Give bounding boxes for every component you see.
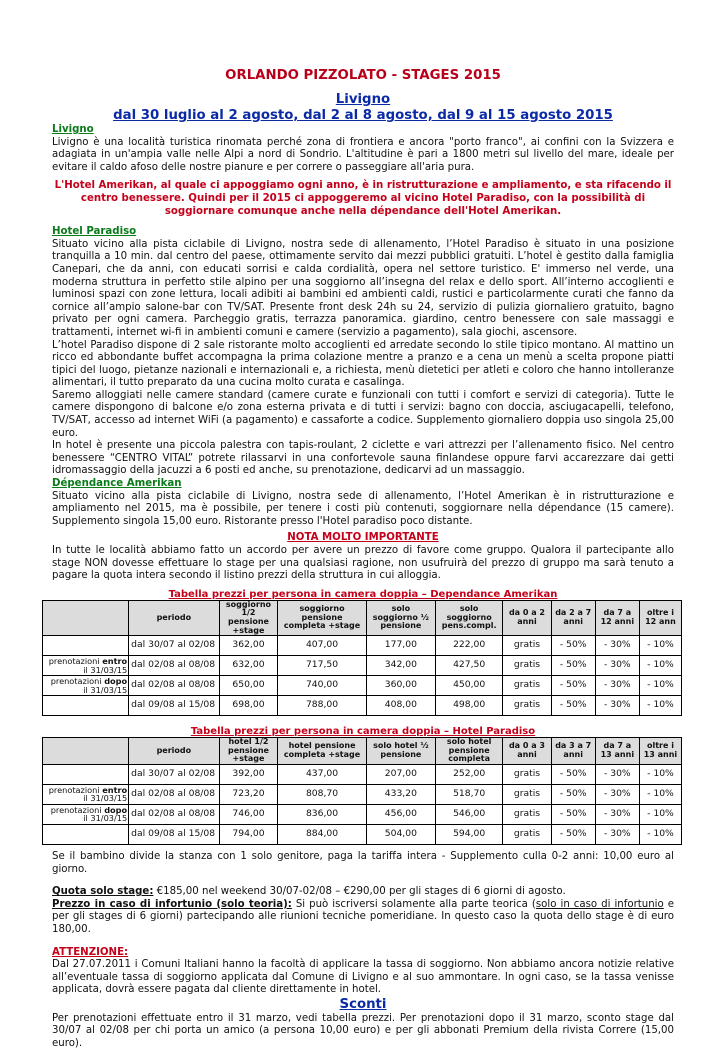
price-cell: - 10% <box>639 656 681 676</box>
price-cell: - 30% <box>595 676 639 696</box>
header-cell: da 7 a 12 anni <box>595 600 639 635</box>
quota-text: €185,00 nel weekend 30/07-02/08 – €290,00 per gli stages di 6 giorni di agosto. <box>153 886 566 898</box>
price-cell: - 30% <box>595 636 639 656</box>
price-cell: 836,00 <box>278 804 366 824</box>
price-cell: gratis <box>503 656 551 676</box>
price-cell: 360,00 <box>366 676 435 696</box>
table-row <box>43 696 682 716</box>
header-cell: soggiorno pensione completa +stage <box>278 600 366 635</box>
price-cell: - 50% <box>551 636 595 656</box>
price-cell: 594,00 <box>436 824 503 844</box>
price-cell: 740,00 <box>278 676 366 696</box>
price-cell: 794,00 <box>219 824 278 844</box>
price-cell: gratis <box>503 804 551 824</box>
price-cell: gratis <box>503 636 551 656</box>
price-cell: gratis <box>503 764 551 784</box>
table-row <box>43 764 682 784</box>
booking-label-bold: entro <box>102 784 128 795</box>
price-cell: 808,70 <box>278 784 366 804</box>
price-cell: - 10% <box>639 764 681 784</box>
header-cell: da 7 a 13 anni <box>595 738 639 765</box>
sconti-text: Per prenotazioni effettuate entro il 31 marzo, vedi tabella prezzi. Per prenotazioni dopo il 31 marzo, sconto stage dal 30/07 al 02/08 per chi porta un amico (a persona 10,00 euro) e per gli abbonati Premium della rivista Correre (15,00 euro). <box>52 1012 674 1050</box>
booking-label-cell <box>43 636 129 656</box>
header-cell <box>43 738 129 765</box>
booking-label-pre: prenotazioni <box>50 804 105 815</box>
price-cell: gratis <box>503 676 551 696</box>
booking-label-post: il 31/03/15 <box>83 684 128 695</box>
livigno-text: Livigno è una località turistica rinomata perché zona di frontiera e ancora "porto franco", ai confini con la Svizzera e adagiata in un'ampia valle nelle Alpi a nord di Sondrio. L'altitudine è pari a 1800 metri sul livello del mare, ideale per evitare il caldo afoso delle nostre pianure e per correre o passeggiare all'aria pura. <box>52 136 674 173</box>
header-cell: da 2 a 7 anni <box>551 600 595 635</box>
price-cell: - 30% <box>595 784 639 804</box>
nota-text: In tutte le località abbiamo fatto un accordo per avere un prezzo di favore come gruppo. Qualora il partecipante allo stage NON dovesse effettuare lo stage per una qualsiasi ragione, non usufruirà del prezzo di gruppo ma sarà tenuto a pagare la quota intera secondo il listino prezzi della struttura in cui alloggia. <box>52 545 674 582</box>
price-cell: gratis <box>503 696 551 716</box>
price-cell: - 50% <box>551 784 595 804</box>
livigno-heading: Livigno <box>52 124 94 135</box>
header-cell: hotel pensione completa +stage <box>278 738 366 765</box>
price-cell: 450,00 <box>436 676 503 696</box>
price-cell: 504,00 <box>366 824 435 844</box>
header-cell: solo soggiorno ½ pensione <box>366 600 435 635</box>
quota-label: Quota solo stage: <box>52 886 154 898</box>
document-subtitle: Livigno <box>335 92 391 107</box>
table-header-row <box>43 738 682 765</box>
header-cell: da 0 a 2 anni <box>503 600 551 635</box>
header-cell: periodo <box>129 738 219 765</box>
price-cell: 723,20 <box>219 784 278 804</box>
price-table-dependance <box>42 600 682 716</box>
paradiso-heading: Hotel Paradiso <box>52 226 137 238</box>
price-cell: - 50% <box>551 804 595 824</box>
price-cell: - 50% <box>551 656 595 676</box>
period-cell: dal 02/08 al 08/08 <box>129 656 219 676</box>
infortunio-label: Prezzo in caso di infortunio (solo teoria): <box>52 898 292 910</box>
booking-label-bold: entro <box>102 656 128 667</box>
price-cell: - 50% <box>551 764 595 784</box>
period-cell: dal 02/08 al 08/08 <box>129 804 219 824</box>
booking-label-cell <box>43 676 129 696</box>
attenzione-text: Dal 27.07.2011 i Comuni Italiani hanno la facoltà di applicare la tassa di soggiorno. Non abbiamo ancora notizie relative all’eventuale tassa di soggiorno applicata dal Comune di Livigno e al suo ammontare. In ogni caso, se la tassa venisse applicata, dovrà essere pagata dal cliente direttamente in hotel. <box>52 959 674 996</box>
attenzione-heading: ATTENZIONE: <box>52 946 129 958</box>
paradiso-p3: Saremo alloggiati nelle camere standard (camere curate e funzionali con tutti i comfort e servizi di categoria). Tutte le camere dispongono di balcone e/o zona esterna privata e di tutti i servizi: bagno con doccia, asciugacapelli, telefono, TV/SAT, accesso ad internet WiFi (a pagamento) e cassaforte a codice. Supplemento giornaliero doppia uso singola 25,00 euro. <box>52 389 674 439</box>
header-cell <box>43 600 129 635</box>
price-cell: 632,00 <box>219 656 278 676</box>
booking-label-cell <box>43 656 129 676</box>
table-row <box>43 824 682 844</box>
paradiso-p1: Situato vicino alla pista ciclabile di Livigno, nostra sede di allenamento, l’Hotel Paradiso è situato in una posizione tranquilla a 10 min. dal centro del paese, ottimamente servito dai mezzi pubblici gratuiti. L’hotel è gestito dalla famiglia Canepari, che da anni, con educati sorrisi e calda cordialità, opera nel settore turistico. E' immerso nel verde, una moderna struttura in perfetto stile alpino per una soggiorno all’insegna del relax e dello sport. All’interno accoglienti e luminosi spazi con zone lettura, locali adibiti ai bambini ed ambienti caldi, rustici e particolarmente curati che fanno da cornice all’ampio salone-bar con TV/SAT. Presente front desk 24h su 24, servizio di pulizia giornaliero gratuito, bagno privato per ogni camera. Parcheggio gratis, terrazza panoramica. giardino, centro benessere con sale massaggi e trattamenti, internet wi-fi in ambienti comuni e camere (servizio a pagamento), sala giochi, ascensore. <box>52 238 674 338</box>
price-cell: - 50% <box>551 824 595 844</box>
price-cell: 362,00 <box>219 636 278 656</box>
price-cell: 252,00 <box>436 764 503 784</box>
period-cell: dal 30/07 al 02/08 <box>129 636 219 656</box>
price-cell: 222,00 <box>436 636 503 656</box>
bambino-note: Se il bambino divide la stanza con 1 solo genitore, paga la tariffa intera - Supplemento culla 0-2 anni: 10,00 euro al giorno. <box>52 850 674 875</box>
price-cell: - 50% <box>551 676 595 696</box>
price-cell: gratis <box>503 784 551 804</box>
price-cell: 746,00 <box>219 804 278 824</box>
price-cell: 342,00 <box>366 656 435 676</box>
price-cell: - 30% <box>595 824 639 844</box>
price-cell: 407,00 <box>278 636 366 656</box>
period-cell: dal 30/07 al 02/08 <box>129 764 219 784</box>
period-cell: dal 09/08 al 15/08 <box>129 824 219 844</box>
paradiso-p2: L’hotel Paradiso dispone di 2 sale ristorante molto accoglienti ed arredate secondo lo stile tipico montano. Al mattino un ricco ed abbondante buffet accompagna la prima colazione mentre a pranzo e a cena un menù a scelta propone piatti tipici del luogo, pietanze nazionali e internazionali e, a richiesta, menù dietetici per atleti e coloro che hanno intolleranze alimentari, il tutto preparato da una cucina molto curata e casalinga. <box>52 339 674 389</box>
paradiso-p4: In hotel è presente una piccola palestra con tapis-roulant, 2 ciclette e vari attrezzi per l’allenamento fisico. Nel centro benessere “CENTRO VITAL” potrete rilassarvi in una confortevole sauna finlandese oppure farvi accarezzare dai getti idromassaggio della jacuzzi a 6 posti ed anche, su prenotazione, dedicarvi ad un massaggio. <box>52 440 674 477</box>
booking-label-cell <box>43 784 129 804</box>
booking-label-cell <box>43 804 129 824</box>
table-header-row <box>43 600 682 635</box>
price-cell: 698,00 <box>219 696 278 716</box>
price-cell: 546,00 <box>436 804 503 824</box>
price-cell: 437,00 <box>278 764 366 784</box>
price-cell: - 30% <box>595 764 639 784</box>
table2-caption: Tabella prezzi per persona in camera doppia – Hotel Paradiso <box>190 726 536 738</box>
amerikan-notice: L'Hotel Amerikan, al quale ci appoggiamo ogni anno, è in ristrutturazione e ampliamento, e sta rifacendo il centro benessere. Quindi per il 2015 ci appoggeremo al vicino Hotel Paradiso, con la possibilità di soggiornare comunque anche nella dépendance dell'Hotel Amerikan. <box>54 180 672 217</box>
booking-label-pre: prenotazioni <box>48 656 103 667</box>
period-cell: dal 09/08 al 15/08 <box>129 696 219 716</box>
price-cell: 884,00 <box>278 824 366 844</box>
nota-heading: NOTA MOLTO IMPORTANTE <box>287 532 439 544</box>
document-title: ORLANDO PIZZOLATO - STAGES 2015 <box>225 68 501 83</box>
price-cell: 456,00 <box>366 804 435 824</box>
booking-label-pre: prenotazioni <box>48 784 103 795</box>
booking-label-post: il 31/03/15 <box>83 664 128 675</box>
price-cell: 408,00 <box>366 696 435 716</box>
table1-caption: Tabella prezzi per persona in camera doppia – Dependance Amerikan <box>168 588 558 600</box>
period-cell: dal 02/08 al 08/08 <box>129 676 219 696</box>
stage-dates: dal 30 luglio al 2 agosto, dal 2 al 8 agosto, dal 9 al 15 agosto 2015 <box>113 108 613 123</box>
price-cell: 177,00 <box>366 636 435 656</box>
infortunio-underlined: solo in caso di infortunio <box>535 898 664 910</box>
header-cell: solo hotel pensione completa <box>436 738 503 765</box>
header-cell: soggiorno 1/2 pensione +stage <box>219 600 278 635</box>
price-cell: - 10% <box>639 784 681 804</box>
price-cell: - 30% <box>595 656 639 676</box>
header-cell: da 0 a 3 anni <box>503 738 551 765</box>
table-row <box>43 636 682 656</box>
document-page <box>48 62 678 1051</box>
table-row <box>43 656 682 676</box>
header-cell: hotel 1/2 pensione +stage <box>219 738 278 765</box>
price-cell: 518,70 <box>436 784 503 804</box>
sconti-heading: Sconti <box>339 996 387 1012</box>
price-cell: gratis <box>503 824 551 844</box>
period-cell: dal 02/08 al 08/08 <box>129 784 219 804</box>
price-cell: - 10% <box>639 696 681 716</box>
price-cell: - 10% <box>639 676 681 696</box>
price-cell: 427,50 <box>436 656 503 676</box>
infortunio-text2: e per gli stages di 6 giorni) partecipando alle riunioni tecniche pomeridiane. In questo caso la quota dello stage è di euro 180,00. <box>52 898 675 935</box>
table-row <box>43 676 682 696</box>
booking-label-bold: dopo <box>104 676 128 687</box>
price-cell: 207,00 <box>366 764 435 784</box>
header-cell: oltre i 12 ann <box>639 600 681 635</box>
header-cell: solo soggiorno pens.compl. <box>436 600 503 635</box>
header-cell: oltre i 13 anni <box>639 738 681 765</box>
price-cell: - 10% <box>639 636 681 656</box>
booking-label-bold: dopo <box>104 804 128 815</box>
booking-label-cell <box>43 764 129 784</box>
infortunio-line <box>52 899 674 937</box>
price-cell: 392,00 <box>219 764 278 784</box>
dependance-heading: Dépendance Amerikan <box>52 478 182 490</box>
price-cell: - 30% <box>595 696 639 716</box>
quota-line <box>52 886 674 899</box>
table-row <box>43 784 682 804</box>
header-cell: da 3 a 7 anni <box>551 738 595 765</box>
dependance-text: Situato vicino alla pista ciclabile di Livigno, nostra sede di allenamento, l’Hotel Amerikan è in ristrutturazione e ampliamento nel 2015, ma è possibile, per tenere i costi più contenuti, soggiornare nella dépendance (15 camere). Supplemento singola 15,00 euro. Ristorante presso l'Hotel paradiso poco distante. <box>52 490 674 527</box>
price-cell: - 50% <box>551 696 595 716</box>
header-cell: solo hotel ½ pensione <box>366 738 435 765</box>
price-cell: 717,50 <box>278 656 366 676</box>
price-cell: - 10% <box>639 804 681 824</box>
price-table-paradiso <box>42 737 682 845</box>
booking-label-post: il 31/03/15 <box>83 793 128 804</box>
infortunio-text1: Si può iscriversi solamente alla parte teorica ( <box>291 898 536 910</box>
price-cell: - 30% <box>595 804 639 824</box>
price-cell: 788,00 <box>278 696 366 716</box>
table-row <box>43 804 682 824</box>
price-cell: 498,00 <box>436 696 503 716</box>
booking-label-cell <box>43 824 129 844</box>
booking-label-post: il 31/03/15 <box>83 813 128 824</box>
header-cell: periodo <box>129 600 219 635</box>
price-cell: - 10% <box>639 824 681 844</box>
booking-label-cell <box>43 696 129 716</box>
booking-label-pre: prenotazioni <box>50 676 105 687</box>
price-cell: 433,20 <box>366 784 435 804</box>
price-cell: 650,00 <box>219 676 278 696</box>
